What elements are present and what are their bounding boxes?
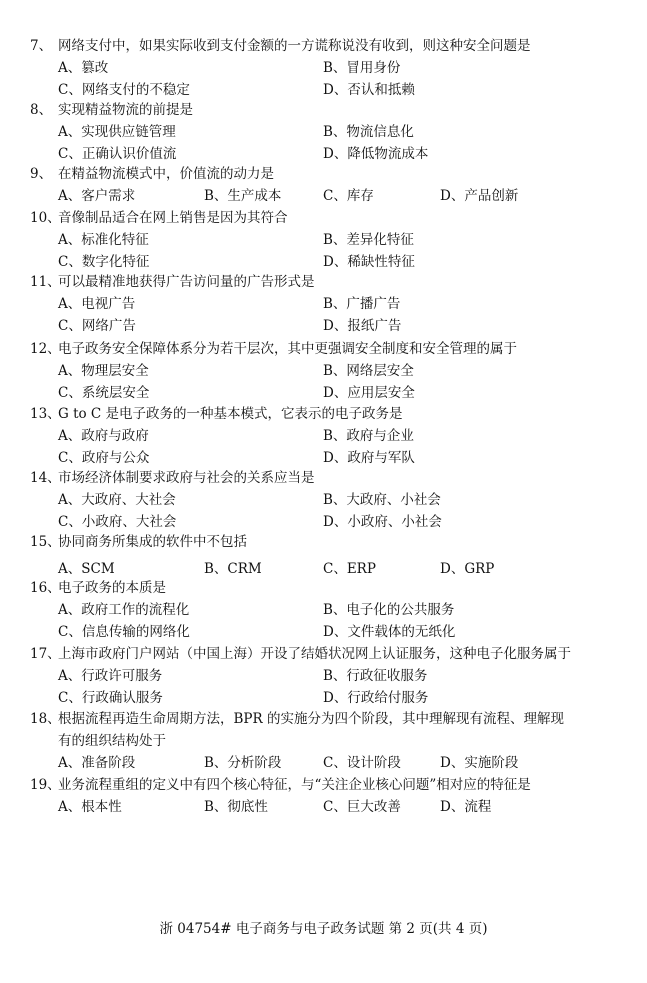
option-d: D、应用层安全 bbox=[323, 385, 415, 401]
option-a: A、SCM bbox=[58, 561, 115, 577]
option-d: D、产品创新 bbox=[440, 188, 519, 204]
option-c: C、系统层安全 bbox=[58, 385, 150, 401]
question-number: 8、 bbox=[30, 102, 53, 118]
option-a: A、大政府、大社会 bbox=[58, 492, 176, 508]
question-8 bbox=[0, 99, 647, 162]
option-a: A、实现供应链管理 bbox=[58, 124, 176, 140]
option-d: D、政府与军队 bbox=[323, 450, 415, 466]
option-c: C、网络支付的不稳定 bbox=[58, 82, 190, 98]
option-c: C、网络广告 bbox=[58, 318, 136, 334]
option-c: C、小政府、大社会 bbox=[58, 514, 177, 530]
option-a: A、篡改 bbox=[58, 60, 109, 76]
option-c: C、ERP bbox=[323, 561, 376, 577]
question-text: 电子政务安全保障体系分为若干层次，其中更强调安全制度和安全管理的属于 bbox=[58, 341, 517, 357]
option-a: A、电视广告 bbox=[58, 296, 136, 312]
option-a: A、标准化特征 bbox=[58, 232, 149, 248]
question-text: 网络支付中，如果实际收到支付金额的一方谎称说没有收到，则这种安全问题是 bbox=[58, 38, 531, 54]
option-d: D、GRP bbox=[440, 561, 495, 577]
option-b: B、生产成本 bbox=[204, 188, 282, 204]
option-b: B、广播广告 bbox=[323, 296, 401, 312]
question-number: 12、 bbox=[30, 341, 61, 357]
option-d: D、稀缺性特征 bbox=[323, 254, 415, 270]
question-19 bbox=[0, 774, 647, 815]
option-b: B、网络层安全 bbox=[323, 363, 414, 379]
option-b: B、冒用身份 bbox=[323, 60, 401, 76]
question-7 bbox=[0, 35, 647, 98]
question-number: 7、 bbox=[30, 38, 53, 54]
question-text: G to C 是电子政务的一种基本模式，它表示的电子政务是 bbox=[58, 406, 403, 422]
question-text: 在精益物流模式中，价值流的动力是 bbox=[58, 166, 274, 182]
option-c: C、行政确认服务 bbox=[58, 690, 163, 706]
option-b: B、行政征收服务 bbox=[323, 668, 428, 684]
option-b: B、物流信息化 bbox=[323, 124, 414, 140]
question-number: 11、 bbox=[30, 274, 61, 290]
option-d: D、报纸广告 bbox=[323, 318, 402, 334]
option-a: A、政府工作的流程化 bbox=[58, 602, 190, 618]
question-18 bbox=[0, 708, 647, 771]
question-13 bbox=[0, 403, 647, 466]
option-d: D、否认和抵赖 bbox=[323, 82, 415, 98]
question-text: 业务流程重组的定义中有四个核心特征，与“关注企业核心问题”相对应的特征是 bbox=[58, 777, 531, 793]
option-c: C、设计阶段 bbox=[323, 755, 401, 771]
question-number: 18、 bbox=[30, 711, 61, 727]
option-a: A、物理层安全 bbox=[58, 363, 149, 379]
question-number: 15、 bbox=[30, 534, 61, 550]
question-text: 上海市政府门户网站（中国上海）开设了结婚状况网上认证服务，这种电子化服务属于 bbox=[58, 646, 571, 662]
option-b: B、CRM bbox=[204, 561, 262, 577]
question-number: 19、 bbox=[30, 777, 61, 793]
question-11 bbox=[0, 271, 647, 334]
option-a: A、根本性 bbox=[58, 799, 122, 815]
option-d: D、降低物流成本 bbox=[323, 146, 429, 162]
option-d: D、文件载体的无纸化 bbox=[323, 624, 456, 640]
question-15 bbox=[0, 531, 647, 577]
option-a: A、客户需求 bbox=[58, 188, 136, 204]
option-b: B、彻底性 bbox=[204, 799, 268, 815]
question-text: 可以最精准地获得广告访问量的广告形式是 bbox=[58, 274, 315, 290]
question-14 bbox=[0, 467, 647, 530]
question-text: 音像制品适合在网上销售是因为其符合 bbox=[58, 210, 288, 226]
question-text: 根据流程再造生命周期方法，BPR 的实施分为四个阶段，其中理解现有流程、理解现 bbox=[58, 711, 564, 727]
option-c: C、正确认识价值流 bbox=[58, 146, 177, 162]
option-c: C、库存 bbox=[323, 188, 374, 204]
option-b: B、差异化特征 bbox=[323, 232, 414, 248]
option-d: D、实施阶段 bbox=[440, 755, 519, 771]
option-d: D、行政给付服务 bbox=[323, 690, 429, 706]
question-text: 实现精益物流的前提是 bbox=[58, 102, 193, 118]
question-number: 16、 bbox=[30, 580, 61, 596]
question-text: 市场经济体制要求政府与社会的关系应当是 bbox=[58, 470, 315, 486]
page-footer: 浙 04754# 电子商务与电子政务试题 第 2 页(共 4 页) bbox=[159, 921, 488, 937]
option-c: C、政府与公众 bbox=[58, 450, 150, 466]
question-number: 13、 bbox=[30, 406, 61, 422]
option-c: C、巨大改善 bbox=[323, 799, 401, 815]
option-d: D、小政府、小社会 bbox=[323, 514, 442, 530]
option-a: A、政府与政府 bbox=[58, 428, 149, 444]
question-12 bbox=[0, 338, 647, 401]
option-b: B、大政府、小社会 bbox=[323, 492, 441, 508]
question-text-continued: 有的组织结构处于 bbox=[58, 733, 166, 749]
option-c: C、数字化特征 bbox=[58, 254, 150, 270]
question-10 bbox=[0, 207, 647, 270]
question-9 bbox=[0, 163, 647, 204]
question-16 bbox=[0, 577, 647, 640]
question-text: 电子政务的本质是 bbox=[58, 580, 166, 596]
question-number: 10、 bbox=[30, 210, 61, 226]
option-b: B、政府与企业 bbox=[323, 428, 414, 444]
option-b: B、分析阶段 bbox=[204, 755, 282, 771]
option-a: A、行政许可服务 bbox=[58, 668, 163, 684]
option-c: C、信息传输的网络化 bbox=[58, 624, 190, 640]
question-number: 14、 bbox=[30, 470, 61, 486]
option-b: B、电子化的公共服务 bbox=[323, 602, 455, 618]
question-17 bbox=[0, 643, 647, 706]
question-number: 17、 bbox=[30, 646, 61, 662]
option-a: A、准备阶段 bbox=[58, 755, 136, 771]
question-text: 协同商务所集成的软件中不包括 bbox=[58, 534, 247, 550]
question-number: 9、 bbox=[30, 166, 53, 182]
option-d: D、流程 bbox=[440, 799, 492, 815]
